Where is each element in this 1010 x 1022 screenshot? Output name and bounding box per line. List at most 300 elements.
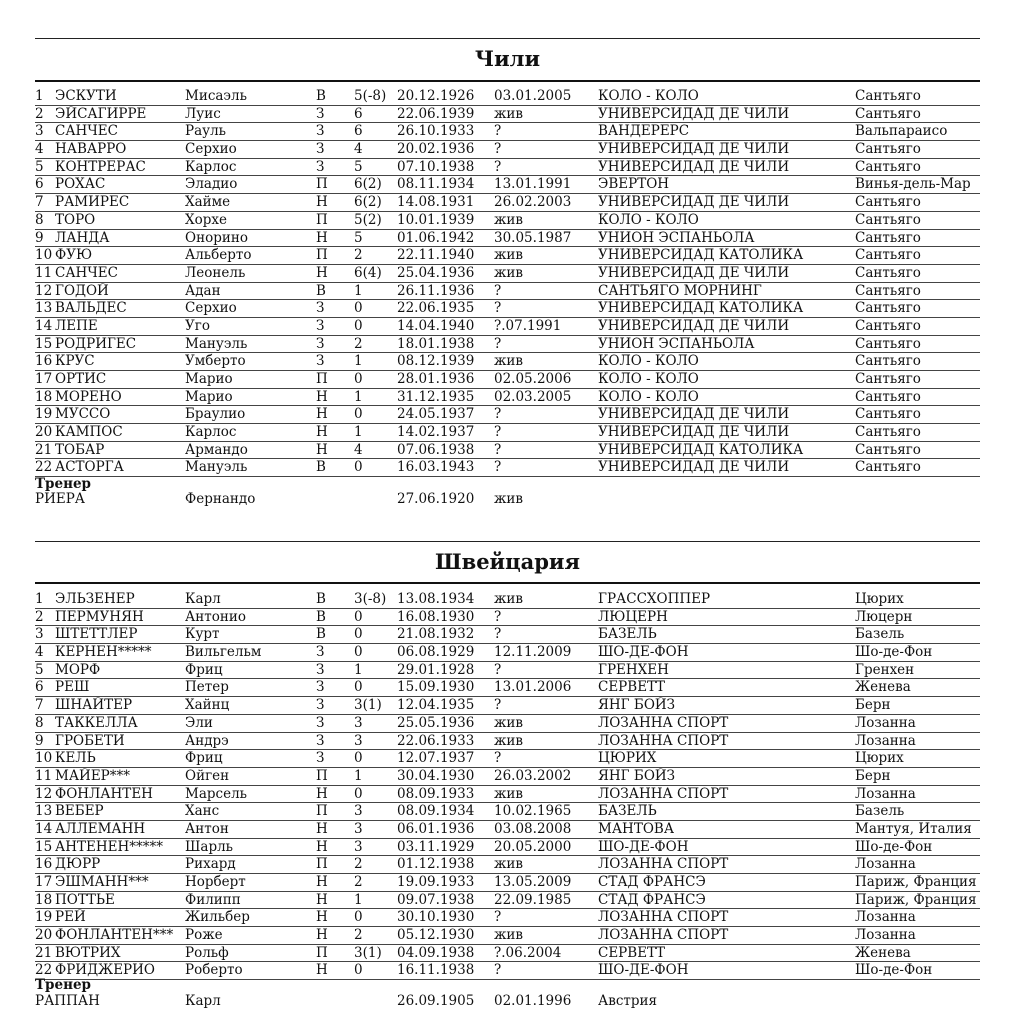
player-caps: 0 <box>354 679 363 696</box>
player-number: 17 <box>35 371 53 387</box>
coach-row <box>35 993 980 1010</box>
player-death-date: ? <box>494 141 502 158</box>
player-first-name: Онорино <box>185 229 248 246</box>
player-first-name: Карлос <box>185 158 237 175</box>
player-last-name: МАЙЕР*** <box>55 767 131 784</box>
player-number: 20 <box>35 424 53 441</box>
player-club: УНИОН ЭСПАНЬОЛА <box>598 229 755 246</box>
player-first-name: Рихард <box>185 856 236 873</box>
player-birth-date: 26.10.1933 <box>397 123 475 140</box>
player-caps: 3(1) <box>354 697 382 714</box>
table-row <box>35 230 980 248</box>
player-club: КОЛО - КОЛО <box>598 371 699 387</box>
player-first-name: Фриц <box>185 750 223 767</box>
player-number: 6 <box>35 679 44 696</box>
table-row <box>35 945 980 963</box>
player-birth-date: 07.06.1938 <box>397 441 475 458</box>
player-number: 13 <box>35 300 53 317</box>
table-row <box>35 644 980 662</box>
player-club: КОЛО - КОЛО <box>598 353 699 370</box>
player-city: Сантьяго <box>855 229 921 246</box>
player-death-date: ?.06.2004 <box>494 944 562 961</box>
player-birth-date: 25.04.1936 <box>397 264 475 281</box>
player-first-name: Эладио <box>185 176 238 193</box>
player-caps: 3(-8) <box>354 591 387 607</box>
player-last-name: МОРЕНО <box>55 388 122 405</box>
player-position: В <box>316 626 326 643</box>
player-number: 15 <box>35 335 53 352</box>
player-number: 10 <box>35 750 53 767</box>
player-caps: 0 <box>354 371 363 387</box>
player-death-date: ? <box>494 441 502 458</box>
player-club: ЛЮЦЕРН <box>598 608 668 625</box>
player-first-name: Мисаэль <box>185 88 247 104</box>
player-city: Сантьяго <box>855 441 921 458</box>
player-death-date: 10.02.1965 <box>494 803 572 820</box>
player-first-name: Ойген <box>185 767 230 784</box>
player-birth-date: 15.09.1930 <box>397 679 475 696</box>
player-caps: 0 <box>354 406 363 423</box>
player-death-date: ? <box>494 962 502 979</box>
player-caps: 0 <box>354 750 363 767</box>
player-birth-date: 22.06.1939 <box>397 105 475 122</box>
player-club: ВАНДЕРЕРС <box>598 123 690 140</box>
player-position: В <box>316 608 326 625</box>
player-last-name: ЭСКУТИ <box>55 88 117 104</box>
player-death-date: жив <box>494 856 524 873</box>
player-first-name: Роже <box>185 927 223 944</box>
player-death-date: жив <box>494 732 524 749</box>
table-row <box>35 697 980 715</box>
player-caps: 0 <box>354 300 363 317</box>
player-birth-date: 12.04.1935 <box>397 697 475 714</box>
player-birth-date: 31.12.1935 <box>397 388 475 405</box>
player-position: П <box>316 247 328 264</box>
player-position: В <box>316 282 326 299</box>
player-death-date: 02.05.2006 <box>494 371 572 387</box>
player-position: П <box>316 371 328 387</box>
player-city: Люцерн <box>855 608 913 625</box>
coach-last-name: РАППАН <box>35 993 100 1009</box>
player-caps: 1 <box>354 767 363 784</box>
player-caps: 3 <box>354 714 363 731</box>
table-row <box>35 609 980 627</box>
player-birth-date: 22.06.1933 <box>397 732 475 749</box>
table-row <box>35 626 980 644</box>
table-row <box>35 459 980 477</box>
player-birth-date: 14.02.1937 <box>397 424 475 441</box>
player-caps: 0 <box>354 608 363 625</box>
player-caps: 2 <box>354 247 363 264</box>
player-death-date: жив <box>494 714 524 731</box>
player-position: Н <box>316 785 328 802</box>
player-number: 17 <box>35 874 53 890</box>
player-caps: 2 <box>354 856 363 873</box>
player-birth-date: 16.03.1943 <box>397 459 475 476</box>
player-position: П <box>316 211 328 228</box>
player-club: УНИВЕРСИДАД ДЕ ЧИЛИ <box>598 459 790 476</box>
coach-heading: Тренер <box>35 977 91 993</box>
roster-table <box>35 591 980 980</box>
player-position: П <box>316 767 328 784</box>
table-row <box>35 662 980 680</box>
coach-birth-date: 27.06.1920 <box>397 491 475 507</box>
player-caps: 1 <box>354 282 363 299</box>
player-last-name: ПОТТЬЕ <box>55 891 115 908</box>
coach-last-name: РИЕРА <box>35 491 86 507</box>
player-number: 6 <box>35 176 44 193</box>
player-position: Н <box>316 194 328 211</box>
player-position: З <box>316 300 325 317</box>
table-row <box>35 300 980 318</box>
player-death-date: 03.01.2005 <box>494 88 572 104</box>
player-first-name: Умберто <box>185 353 246 370</box>
player-club: ЦЮРИХ <box>598 750 657 767</box>
player-number: 19 <box>35 406 53 423</box>
player-number: 7 <box>35 697 44 714</box>
player-club: СТАД ФРАНСЭ <box>598 891 706 908</box>
player-city: Вальпараисо <box>855 123 948 140</box>
player-caps: 5(2) <box>354 211 382 228</box>
player-last-name: АЛЛЕМАНН <box>55 820 146 837</box>
player-city: Цюрих <box>855 750 904 767</box>
player-city: Лозанна <box>855 909 916 926</box>
section-title: Чили <box>474 46 541 71</box>
table-row <box>35 874 980 892</box>
player-first-name: Вильгельм <box>185 644 262 661</box>
player-last-name: КЕЛЬ <box>55 750 96 767</box>
player-position: Н <box>316 962 328 979</box>
player-caps: 2 <box>354 874 363 890</box>
player-birth-date: 08.09.1934 <box>397 803 475 820</box>
player-first-name: Хайме <box>185 194 231 211</box>
player-position: Н <box>316 229 328 246</box>
table-row <box>35 768 980 786</box>
player-first-name: Мануэль <box>185 335 248 352</box>
player-city: Цюрих <box>855 591 904 607</box>
player-club: УНИВЕРСИДАД ДЕ ЧИЛИ <box>598 424 790 441</box>
player-last-name: ШТЕТТЛЕР <box>55 626 138 643</box>
player-club: МАНТОВА <box>598 820 675 837</box>
player-club: СТАД ФРАНСЭ <box>598 874 706 890</box>
player-number: 5 <box>35 158 44 175</box>
player-first-name: Марсель <box>185 785 247 802</box>
player-city: Сантьяго <box>855 353 921 370</box>
player-city: Мантуя, Италия <box>855 820 972 837</box>
player-last-name: ГОДОЙ <box>55 282 109 299</box>
player-city: Винья-дель-Мар <box>855 176 971 193</box>
player-death-date: жив <box>494 353 524 370</box>
player-death-date: жив <box>494 591 524 607</box>
player-number: 3 <box>35 123 44 140</box>
player-birth-date: 19.09.1933 <box>397 874 475 890</box>
table-row <box>35 265 980 283</box>
player-death-date: ? <box>494 909 502 926</box>
player-city: Женева <box>855 944 911 961</box>
player-first-name: Рауль <box>185 123 227 140</box>
player-city: Сантьяго <box>855 335 921 352</box>
player-number: 4 <box>35 644 44 661</box>
player-city: Париж, Франция <box>855 891 977 908</box>
player-last-name: ДЮРР <box>55 856 101 873</box>
player-first-name: Браулио <box>185 406 246 423</box>
player-city: Сантьяго <box>855 282 921 299</box>
player-last-name: КЕРНЕН***** <box>55 644 152 661</box>
player-first-name: Уго <box>185 317 210 334</box>
player-club: УНИВЕРСИДАД КАТОЛИКА <box>598 441 804 458</box>
player-last-name: ЭЙСАГИРРЕ <box>55 105 147 122</box>
player-first-name: Марио <box>185 371 233 387</box>
player-death-date: жив <box>494 927 524 944</box>
player-birth-date: 20.12.1926 <box>397 88 475 104</box>
player-last-name: ВАЛЬДЕС <box>55 300 127 317</box>
player-city: Сантьяго <box>855 264 921 281</box>
player-caps: 0 <box>354 459 363 476</box>
player-birth-date: 06.08.1929 <box>397 644 475 661</box>
coach-first-name: Фернандо <box>185 491 256 507</box>
player-death-date: жив <box>494 785 524 802</box>
player-number: 21 <box>35 944 53 961</box>
coach-row <box>35 491 980 508</box>
player-number: 8 <box>35 714 44 731</box>
player-number: 5 <box>35 661 44 678</box>
player-club: УНИВЕРСИДАД ДЕ ЧИЛИ <box>598 105 790 122</box>
player-caps: 1 <box>354 353 363 370</box>
player-number: 22 <box>35 459 53 476</box>
player-first-name: Андрэ <box>185 732 229 749</box>
player-city: Женева <box>855 679 911 696</box>
player-position: Н <box>316 264 328 281</box>
player-birth-date: 14.08.1931 <box>397 194 475 211</box>
player-last-name: КОНТРЕРАС <box>55 158 146 175</box>
player-first-name: Луис <box>185 105 221 122</box>
player-caps: 6(2) <box>354 194 382 211</box>
player-birth-date: 14.04.1940 <box>397 317 475 334</box>
player-first-name: Серхио <box>185 141 237 158</box>
player-number: 11 <box>35 767 53 784</box>
player-caps: 5(-8) <box>354 88 387 104</box>
player-first-name: Леонель <box>185 264 246 281</box>
player-death-date: 13.05.2009 <box>494 874 572 890</box>
player-birth-date: 08.12.1939 <box>397 353 475 370</box>
player-position: З <box>316 661 325 678</box>
section-divider <box>35 38 980 39</box>
player-position: Н <box>316 424 328 441</box>
player-first-name: Курт <box>185 626 220 643</box>
player-first-name: Филипп <box>185 891 241 908</box>
player-position: П <box>316 856 328 873</box>
player-last-name: АНТЕНЕН***** <box>55 838 164 855</box>
table-row <box>35 424 980 442</box>
player-position: З <box>316 714 325 731</box>
player-city: Базель <box>855 626 905 643</box>
player-last-name: РЕЙ <box>55 909 86 926</box>
player-first-name: Рольф <box>185 944 229 961</box>
player-death-date: 03.08.2008 <box>494 820 572 837</box>
player-death-date: жив <box>494 105 524 122</box>
player-club: СЕРВЕТТ <box>598 679 666 696</box>
player-birth-date: 25.05.1936 <box>397 714 475 731</box>
player-number: 3 <box>35 626 44 643</box>
table-row <box>35 106 980 124</box>
player-last-name: САНЧЕС <box>55 123 118 140</box>
player-birth-date: 21.08.1932 <box>397 626 475 643</box>
player-birth-date: 16.08.1930 <box>397 608 475 625</box>
player-first-name: Мануэль <box>185 459 248 476</box>
table-row <box>35 176 980 194</box>
player-number: 7 <box>35 194 44 211</box>
player-position: З <box>316 335 325 352</box>
table-row <box>35 803 980 821</box>
player-death-date: жив <box>494 264 524 281</box>
player-last-name: ПЕРМУНЯН <box>55 608 144 625</box>
player-number: 15 <box>35 838 53 855</box>
player-death-date: 12.11.2009 <box>494 644 572 661</box>
player-club: ЭВЕРТОН <box>598 176 670 193</box>
player-club: УНИВЕРСИДАД ДЕ ЧИЛИ <box>598 158 790 175</box>
player-death-date: ? <box>494 300 502 317</box>
player-last-name: ВЮТРИХ <box>55 944 121 961</box>
player-position: Н <box>316 891 328 908</box>
player-city: Сантьяго <box>855 211 921 228</box>
player-number: 16 <box>35 856 53 873</box>
table-row <box>35 442 980 460</box>
player-first-name: Антон <box>185 820 229 837</box>
player-number: 4 <box>35 141 44 158</box>
player-last-name: РОДРИГЕС <box>55 335 137 352</box>
player-first-name: Шарль <box>185 838 234 855</box>
player-last-name: МУССО <box>55 406 111 423</box>
player-number: 11 <box>35 264 53 281</box>
player-caps: 3 <box>354 732 363 749</box>
player-number: 12 <box>35 785 53 802</box>
player-last-name: ТАККЕЛЛА <box>55 714 138 731</box>
player-last-name: ФОНЛАНТЕН <box>55 785 153 802</box>
player-caps: 0 <box>354 909 363 926</box>
table-row <box>35 821 980 839</box>
player-last-name: КАМПОС <box>55 424 123 441</box>
table-row <box>35 892 980 910</box>
player-last-name: ВЕБЕР <box>55 803 104 820</box>
player-last-name: ОРТИС <box>55 371 107 387</box>
player-club: УНИВЕРСИДАД ДЕ ЧИЛИ <box>598 317 790 334</box>
player-last-name: АСТОРГА <box>55 459 124 476</box>
player-position: Н <box>316 820 328 837</box>
player-club: ЛОЗАННА СПОРТ <box>598 909 729 926</box>
table-row <box>35 733 980 751</box>
player-first-name: Роберто <box>185 962 243 979</box>
player-birth-date: 08.11.1934 <box>397 176 475 193</box>
player-death-date: ? <box>494 282 502 299</box>
player-position: З <box>316 679 325 696</box>
player-position: З <box>316 158 325 175</box>
table-row <box>35 194 980 212</box>
player-city: Гренхен <box>855 661 915 678</box>
player-last-name: ГРОБЕТИ <box>55 732 125 749</box>
player-birth-date: 20.02.1936 <box>397 141 475 158</box>
player-caps: 6 <box>354 123 363 140</box>
player-city: Сантьяго <box>855 141 921 158</box>
player-last-name: ЭЛЬЗЕНЕР <box>55 591 135 607</box>
player-city: Сантьяго <box>855 406 921 423</box>
player-club: УНИВЕРСИДАД КАТОЛИКА <box>598 300 804 317</box>
player-number: 8 <box>35 211 44 228</box>
table-row <box>35 856 980 874</box>
player-city: Сантьяго <box>855 371 921 387</box>
player-first-name: Ханс <box>185 803 220 820</box>
player-number: 21 <box>35 441 53 458</box>
player-death-date: 26.03.2002 <box>494 767 572 784</box>
player-club: УНИВЕРСИДАД ДЕ ЧИЛИ <box>598 264 790 281</box>
player-number: 12 <box>35 282 53 299</box>
player-caps: 4 <box>354 441 363 458</box>
table-row <box>35 839 980 857</box>
player-birth-date: 16.11.1938 <box>397 962 475 979</box>
player-death-date: ? <box>494 424 502 441</box>
table-row <box>35 909 980 927</box>
player-caps: 0 <box>354 626 363 643</box>
player-death-date: 02.03.2005 <box>494 388 572 405</box>
player-caps: 3 <box>354 838 363 855</box>
player-last-name: ФУЮ <box>55 247 93 264</box>
player-club: ГРАССХОППЕР <box>598 591 711 607</box>
player-club: ЛОЗАННА СПОРТ <box>598 785 729 802</box>
player-first-name: Эли <box>185 714 213 731</box>
player-death-date: 30.05.1987 <box>494 229 572 246</box>
player-birth-date: 09.07.1938 <box>397 891 475 908</box>
player-position: Н <box>316 388 328 405</box>
player-city: Сантьяго <box>855 158 921 175</box>
player-caps: 0 <box>354 317 363 334</box>
section-divider <box>35 541 980 542</box>
player-position: З <box>316 317 325 334</box>
player-last-name: ТОБАР <box>55 441 105 458</box>
player-last-name: ЛЕПЕ <box>55 317 98 334</box>
player-number: 14 <box>35 820 53 837</box>
player-birth-date: 28.01.1936 <box>397 371 475 387</box>
player-club: ЛОЗАННА СПОРТ <box>598 927 729 944</box>
player-last-name: ЭШМАНН*** <box>55 874 149 890</box>
player-number: 2 <box>35 608 44 625</box>
player-club: БАЗЕЛЬ <box>598 803 657 820</box>
player-first-name: Норберт <box>185 874 246 890</box>
player-first-name: Адан <box>185 282 221 299</box>
player-death-date: жив <box>494 211 524 228</box>
player-caps: 1 <box>354 424 363 441</box>
table-row <box>35 353 980 371</box>
player-first-name: Альберто <box>185 247 252 264</box>
section-title: Швейцария <box>434 549 581 574</box>
player-birth-date: 22.06.1935 <box>397 300 475 317</box>
section-title-rule <box>35 582 980 584</box>
table-row <box>35 750 980 768</box>
player-birth-date: 01.12.1938 <box>397 856 475 873</box>
player-club: ЛОЗАННА СПОРТ <box>598 714 729 731</box>
coach-death-date: 02.01.1996 <box>494 993 572 1009</box>
player-birth-date: 10.01.1939 <box>397 211 475 228</box>
player-position: З <box>316 644 325 661</box>
player-city: Сантьяго <box>855 388 921 405</box>
player-position: З <box>316 141 325 158</box>
table-row <box>35 88 980 106</box>
player-club: ЯНГ БОЙЗ <box>598 697 676 714</box>
player-club: САНТЬЯГО МОРНИНГ <box>598 282 762 299</box>
player-number: 2 <box>35 105 44 122</box>
player-club: УНИВЕРСИДАД ДЕ ЧИЛИ <box>598 141 790 158</box>
player-birth-date: 06.01.1936 <box>397 820 475 837</box>
player-position: Н <box>316 874 328 890</box>
player-death-date: ? <box>494 335 502 352</box>
